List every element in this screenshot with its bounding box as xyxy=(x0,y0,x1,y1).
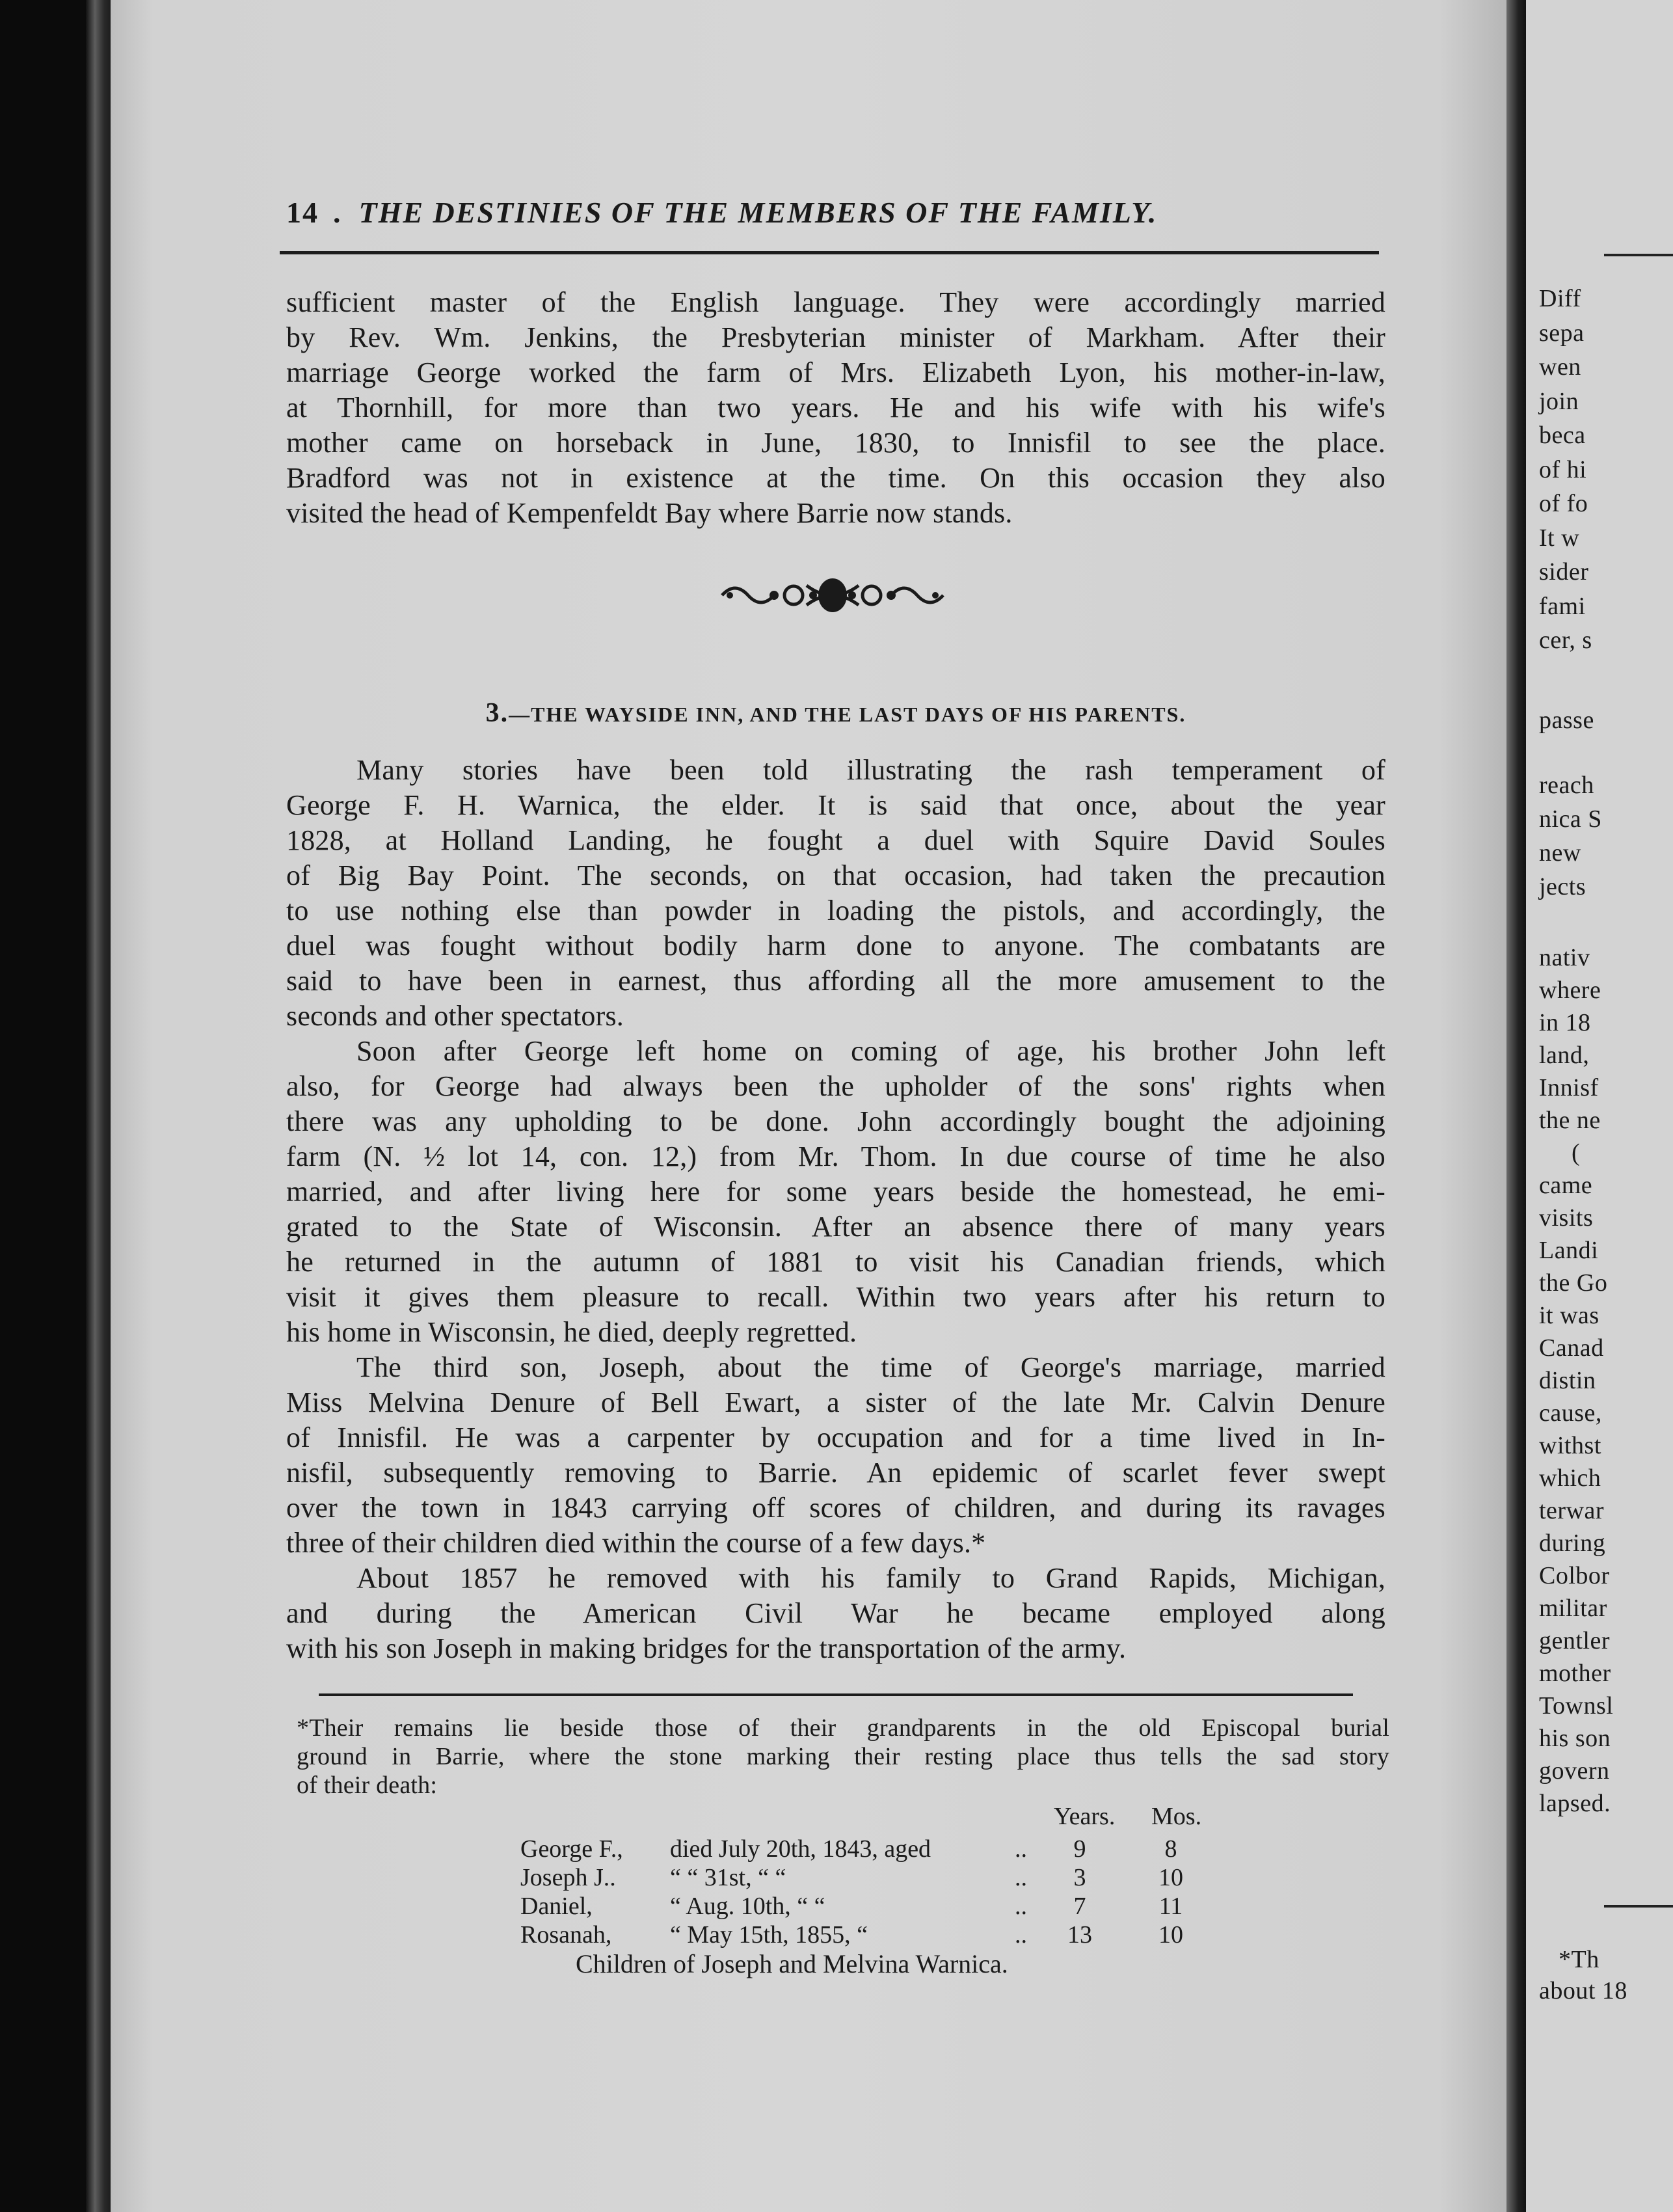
text-line: his home in Wisconsin, he died, deeply regretted. xyxy=(286,1316,857,1348)
text-line: three of their children died within the course of a few days.* xyxy=(286,1527,986,1559)
text-line: he returned in the autumn of 1881 to visit his Canadian friends, which xyxy=(286,1246,1385,1278)
running-head xyxy=(286,195,1379,247)
burial-months: 11 xyxy=(1158,1893,1183,1920)
facing-page-line: of hi xyxy=(1539,455,1587,483)
burial-name: Joseph J.. xyxy=(520,1864,616,1891)
text-line: duel was fought without bodily harm done to anyone. The combatants are xyxy=(286,930,1385,962)
facing-page-line: fami xyxy=(1539,592,1586,620)
page-number-separator: . xyxy=(333,196,342,229)
facing-page-line: wen xyxy=(1539,353,1581,381)
burial-months: 8 xyxy=(1164,1835,1177,1863)
running-head-title: THE DESTINIES OF THE MEMBERS OF THE FAMILY. xyxy=(358,196,1158,229)
ornament-flourish-icon xyxy=(716,573,950,618)
section-title: —THE WAYSIDE INN, AND THE LAST DAYS OF HIS PARENTS. xyxy=(509,703,1186,726)
burial-months: 10 xyxy=(1158,1921,1183,1949)
text-line: also, for George had always been the upholder of the sons' rights when xyxy=(286,1070,1385,1102)
text-line: visit it gives them pleasure to recall. Within two years after his return to xyxy=(286,1281,1385,1313)
burial-event: died July 20th, 1843, aged xyxy=(670,1835,931,1863)
text-line: by Rev. Wm. Jenkins, the Presbyterian minister of Markham. After their xyxy=(286,321,1385,353)
page-number: 14 xyxy=(286,196,319,229)
text-line: of their death: xyxy=(297,1772,438,1799)
facing-page-line: Landi xyxy=(1539,1237,1599,1264)
facing-page-line: nativ xyxy=(1539,944,1590,971)
facing-page-line: Colbor xyxy=(1539,1562,1610,1589)
facing-page-line: the Go xyxy=(1539,1269,1608,1297)
facing-page-line: where xyxy=(1539,977,1601,1004)
facing-page-line: the ne xyxy=(1539,1107,1601,1134)
facing-page-line: *Th xyxy=(1539,1946,1599,1973)
facing-page-line: Diff xyxy=(1539,285,1581,312)
footnote-text xyxy=(297,1714,1389,1800)
facing-page-line: militar xyxy=(1539,1595,1607,1622)
text-line: The third son, Joseph, about the time of George's marriage, married xyxy=(356,1351,1385,1383)
facing-page-line: cause, xyxy=(1539,1399,1602,1427)
facing-page-line: withst xyxy=(1539,1432,1601,1459)
facing-page-line: gentler xyxy=(1539,1627,1611,1654)
burial-years: 3 xyxy=(1073,1864,1086,1891)
burial-years: 7 xyxy=(1073,1893,1086,1920)
months-header: Mos. xyxy=(1151,1803,1202,1830)
text-line: at Thornhill, for more than two years. He and his wife with his wife's xyxy=(286,392,1385,424)
facing-page-line: it was xyxy=(1539,1302,1599,1329)
text-line: farm (N. ½ lot 14, con. 12,) from Mr. Thom. In due course of time he also xyxy=(286,1140,1385,1172)
burial-event: “ “ 31st, “ “ xyxy=(670,1864,786,1891)
text-line: Many stories have been told illustrating the rash temperament of xyxy=(356,754,1385,786)
text-line: nisfil, subsequently removing to Barrie. An epidemic of scarlet fever swept xyxy=(286,1457,1385,1489)
section-number: 3. xyxy=(485,698,509,728)
burial-dots: .. xyxy=(1015,1893,1027,1920)
facing-page-header-rule xyxy=(1604,254,1673,256)
burial-name: Daniel, xyxy=(520,1893,593,1920)
facing-page-line: mother xyxy=(1539,1660,1611,1687)
text-line: mother came on horseback in June, 1830, to Innisfil to see the place. xyxy=(286,427,1385,459)
burial-event: “ Aug. 10th, “ “ xyxy=(670,1893,825,1920)
burial-months: 10 xyxy=(1158,1864,1183,1891)
facing-page-footnote-rule xyxy=(1604,1905,1673,1908)
facing-page-line: Innisf xyxy=(1539,1074,1599,1101)
facing-page-line: beca xyxy=(1539,422,1586,449)
burial-dots: .. xyxy=(1015,1864,1027,1891)
text-line: Soon after George left home on coming of age, his brother John left xyxy=(356,1035,1385,1067)
scanner-border xyxy=(0,0,94,2212)
burial-name: Rosanah, xyxy=(520,1921,612,1949)
text-line: George F. H. Warnica, the elder. It is said that once, about the year xyxy=(286,789,1385,821)
intro-paragraph xyxy=(286,285,1385,531)
facing-page-line: ( xyxy=(1539,1139,1581,1167)
years-header: Years. xyxy=(1054,1803,1116,1830)
text-line: of Innisfil. He was a carpenter by occupation and for a time lived in In- xyxy=(286,1422,1385,1453)
facing-page-line: in 18 xyxy=(1539,1009,1591,1036)
text-line: About 1857 he removed with his family to Grand Rapids, Michigan, xyxy=(356,1562,1385,1594)
facing-page-line: during xyxy=(1539,1530,1606,1557)
text-line: of Big Bay Point. The seconds, on that occasion, had taken the precaution xyxy=(286,859,1385,891)
footnote-caption: Children of Joseph and Melvina Warnica. xyxy=(576,1949,1008,1978)
facing-page-line: join xyxy=(1539,387,1579,415)
footnote-rule xyxy=(319,1693,1353,1696)
facing-page-line: of fo xyxy=(1539,490,1588,517)
text-line: Bradford was not in existence at the time. On this occasion they also xyxy=(286,462,1385,494)
section-heading xyxy=(286,697,1385,729)
header-rule xyxy=(280,251,1379,254)
facing-page-line: distin xyxy=(1539,1367,1596,1394)
text-line: married, and after living here for some years beside the homestead, he emi- xyxy=(286,1176,1385,1207)
burial-name: George F., xyxy=(520,1835,623,1863)
facing-page-line: jects xyxy=(1539,873,1586,900)
text-line: ground in Barrie, where the stone marking their resting place thus tells the sad story xyxy=(297,1743,1389,1770)
text-line: said to have been in earnest, thus affording all the more amusement to the xyxy=(286,965,1385,997)
text-line: there was any upholding to be done. John accordingly bought the adjoining xyxy=(286,1105,1385,1137)
text-line: 1828, at Holland Landing, he fought a duel with Squire David Soules xyxy=(286,824,1385,856)
body-text xyxy=(286,753,1385,1666)
facing-page-fragment xyxy=(1526,0,1673,2212)
burial-years: 9 xyxy=(1073,1835,1086,1863)
text-line: over the town in 1843 carrying off scores of children, and during its ravages xyxy=(286,1492,1385,1524)
text-line: seconds and other spectators. xyxy=(286,1000,624,1032)
facing-page-line: terwar xyxy=(1539,1497,1605,1524)
text-line: visited the head of Kempenfeldt Bay where Barrie now stands. xyxy=(286,497,1013,529)
facing-page-line: nica S xyxy=(1539,805,1602,833)
facing-page-line: which xyxy=(1539,1464,1601,1492)
text-line: marriage George worked the farm of Mrs. Elizabeth Lyon, his mother-in-law, xyxy=(286,357,1385,388)
facing-page-line: about 18 xyxy=(1539,1977,1627,2004)
text-line: to use nothing else than powder in loading the pistols, and accordingly, the xyxy=(286,895,1385,926)
facing-page-line: lapsed. xyxy=(1539,1790,1611,1817)
text-line: and during the American Civil War he became employed along xyxy=(286,1597,1385,1629)
facing-page-line: his son xyxy=(1539,1725,1611,1752)
facing-page-line: Canad xyxy=(1539,1334,1604,1362)
text-line: grated to the State of Wisconsin. After an absence there of many years xyxy=(286,1211,1385,1243)
burial-event: “ May 15th, 1855, “ xyxy=(670,1921,868,1949)
facing-page-line: came xyxy=(1539,1172,1593,1199)
burial-years: 13 xyxy=(1067,1921,1092,1949)
text-line: sufficient master of the English language. They were accordingly married xyxy=(286,286,1385,318)
facing-page-line: sider xyxy=(1539,558,1589,586)
facing-page-line: Townsl xyxy=(1539,1692,1614,1720)
facing-page-line: It w xyxy=(1539,524,1580,552)
facing-page-line: land, xyxy=(1539,1042,1590,1069)
page-edge-shadow xyxy=(86,0,112,2212)
facing-page-line: govern xyxy=(1539,1757,1610,1785)
text-line: Miss Melvina Denure of Bell Ewart, a sister of the late Mr. Calvin Denure xyxy=(286,1386,1385,1418)
facing-page-line: cer, s xyxy=(1539,627,1592,654)
facing-page-line: sepa xyxy=(1539,319,1585,347)
text-line: with his son Joseph in making bridges for the transportation of the army. xyxy=(286,1632,1127,1664)
facing-page-line: reach xyxy=(1539,772,1594,799)
text-line: *Their remains lie beside those of their grandparents in the old Episcopal burial xyxy=(297,1714,1389,1742)
book-gutter xyxy=(1506,0,1526,2212)
burial-dots: .. xyxy=(1015,1835,1027,1863)
facing-page-line: new xyxy=(1539,839,1581,867)
facing-page-line: passe xyxy=(1539,707,1594,734)
facing-page-line: visits xyxy=(1539,1204,1594,1232)
burial-dots: .. xyxy=(1015,1921,1027,1949)
